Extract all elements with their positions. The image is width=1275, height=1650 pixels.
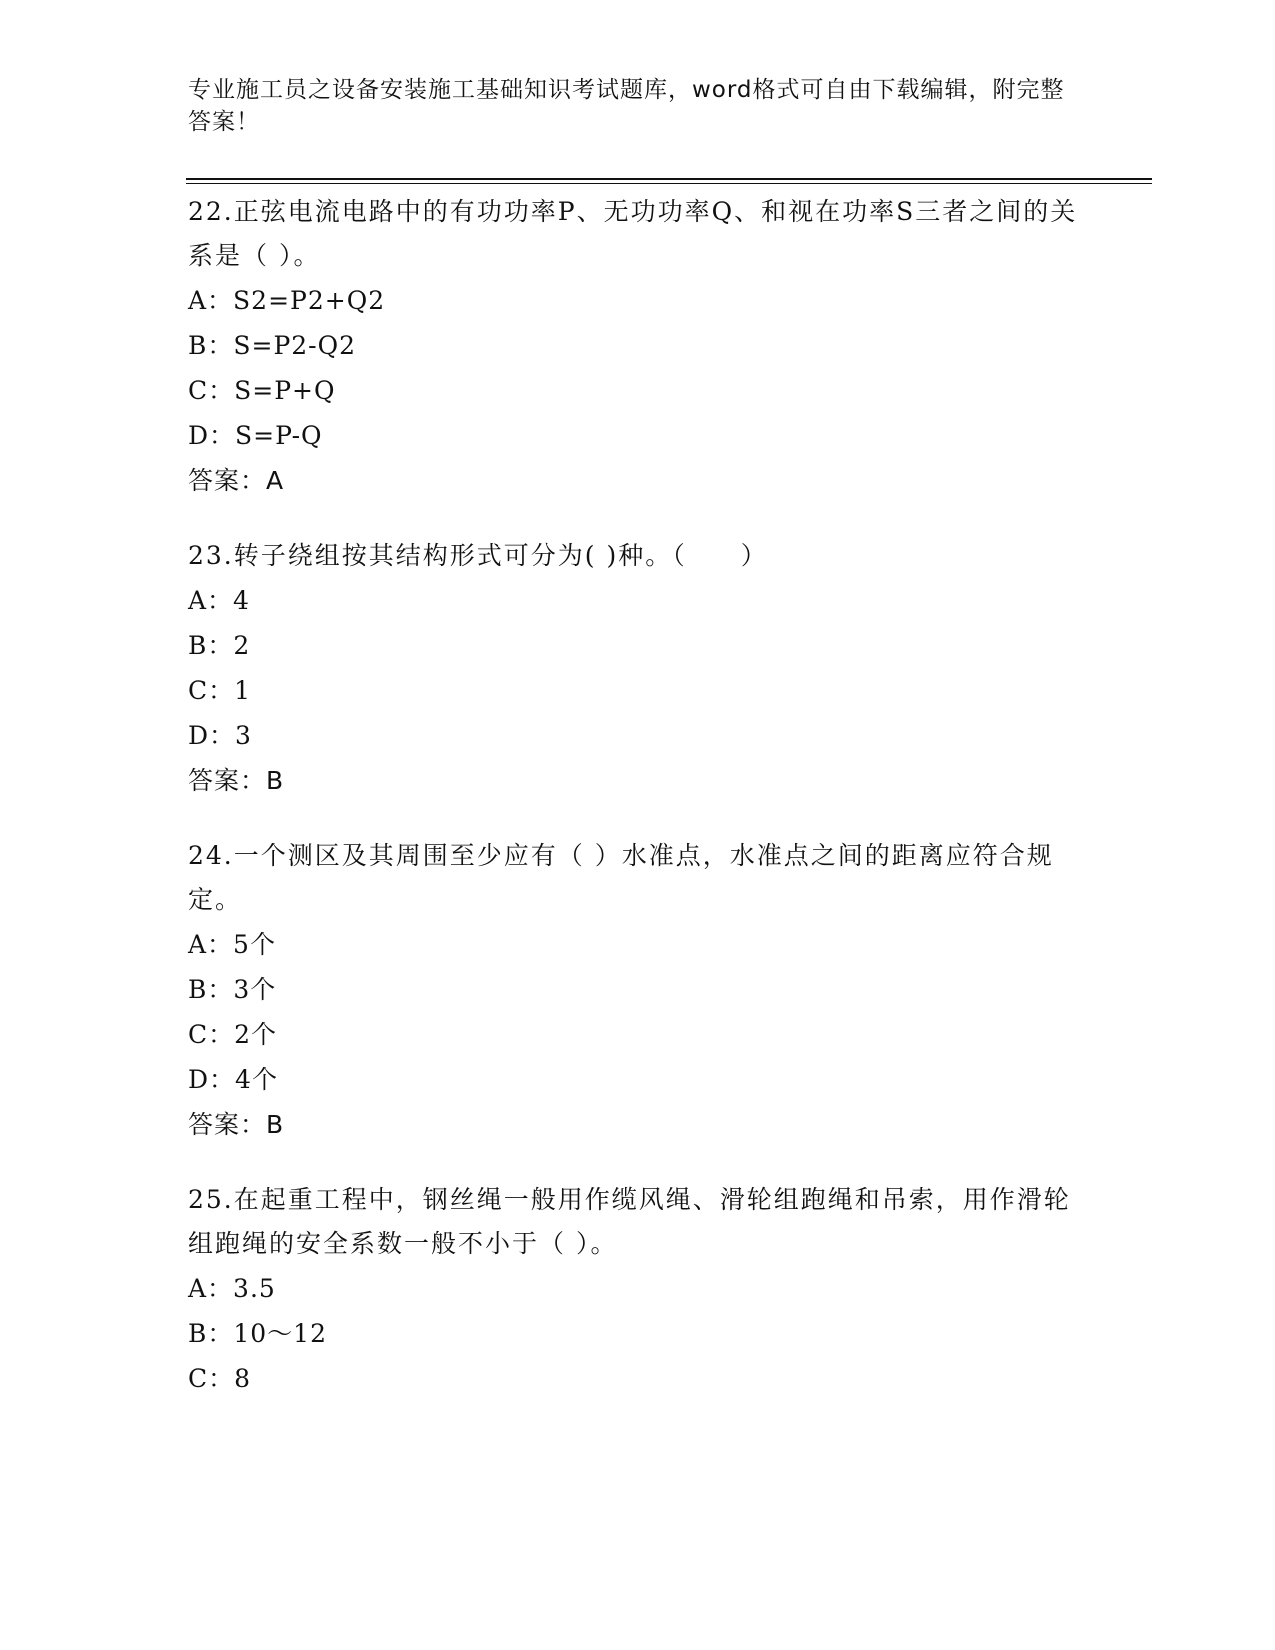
question-23 — [188, 534, 1088, 804]
option-a: A：5个 — [188, 930, 276, 959]
question-stem: 25.在起重工程中，钢丝绳一般用作缆风绳、滑轮组跑绳和吊索，用作滑轮组跑绳的安全系数一般不小于（ ）。 — [188, 1185, 1071, 1258]
question-stem: 22.正弦电流电路中的有功功率P、无功功率Q、和视在功率S三者之间的关系是（ ）。 — [188, 197, 1078, 270]
document-header: 专业施工员之设备安装施工基础知识考试题库，word格式可自由下载编辑，附完整答案！ — [188, 77, 1065, 135]
option-d: D：S=P-Q — [188, 421, 323, 450]
option-c: C：2个 — [188, 1020, 278, 1049]
answer-label: 答案：A — [188, 466, 285, 495]
option-b: B：3个 — [188, 975, 277, 1004]
option-a: A：4 — [188, 586, 250, 615]
header-divider-thick — [186, 178, 1152, 180]
question-25 — [188, 1178, 1088, 1401]
header-divider-thin — [186, 183, 1152, 184]
option-b: B：S=P2-Q2 — [188, 331, 357, 360]
answer-label: 答案：B — [188, 766, 285, 795]
option-c: C：S=P+Q — [188, 376, 336, 405]
option-a: A：S2=P2+Q2 — [188, 286, 386, 315]
option-b: B：10～12 — [188, 1319, 327, 1348]
question-stem: 24.一个测区及其周围至少应有（ ）水准点，水准点之间的距离应符合规定。 — [188, 841, 1054, 914]
option-d: D：4个 — [188, 1065, 278, 1094]
question-stem: 23.转子绕组按其结构形式可分为( )种。（ ） — [188, 541, 768, 570]
answer-label: 答案：B — [188, 1110, 285, 1139]
option-d: D：3 — [188, 721, 252, 750]
question-24 — [188, 834, 1088, 1148]
option-b: B：2 — [188, 631, 251, 660]
question-list — [188, 190, 1088, 1431]
option-a: A：3.5 — [188, 1274, 276, 1303]
option-c: C：1 — [188, 676, 252, 705]
option-c: C：8 — [188, 1364, 252, 1393]
question-22 — [188, 190, 1088, 504]
